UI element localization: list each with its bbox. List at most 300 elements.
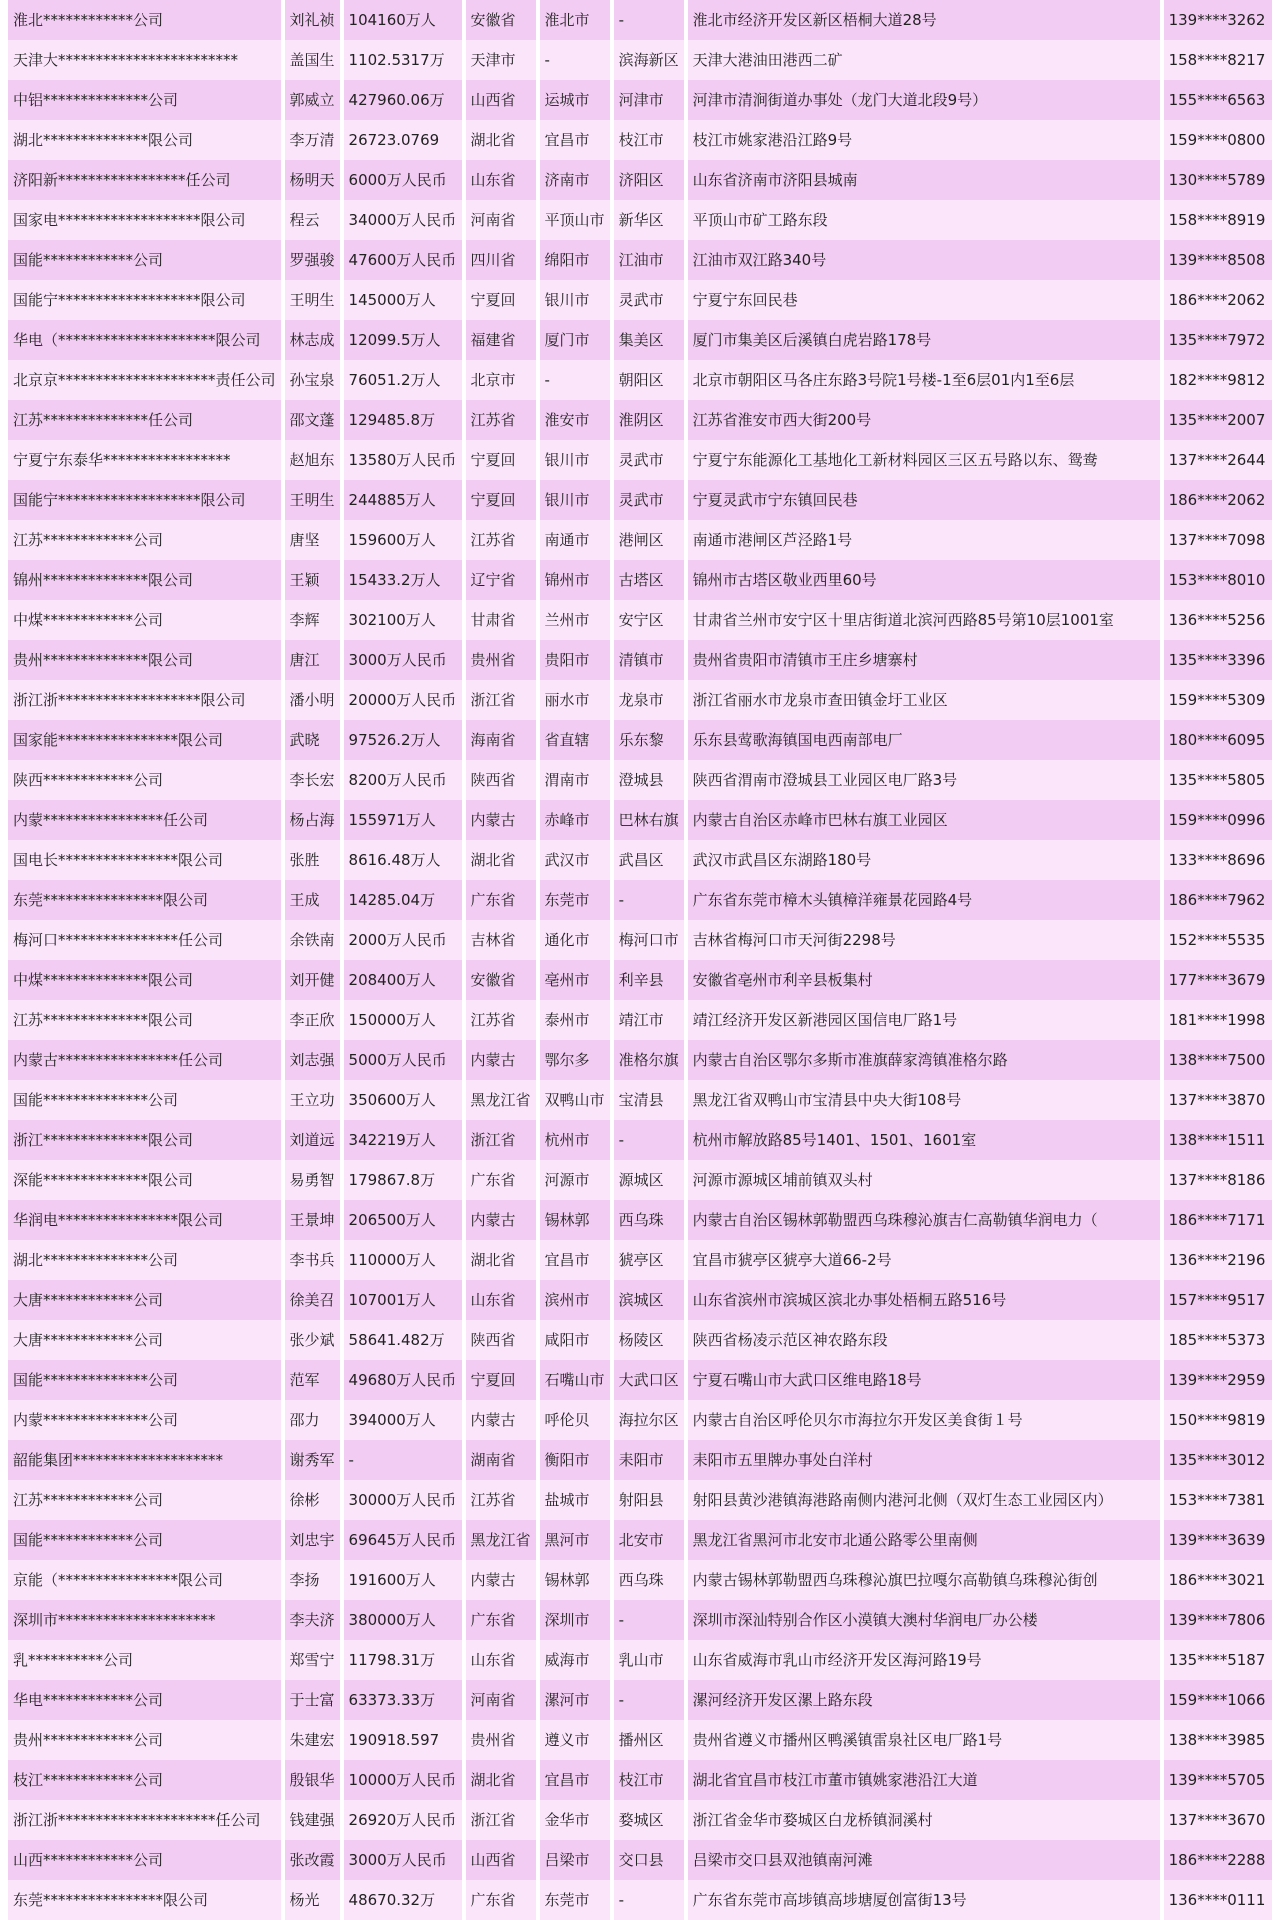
address-cell: 贵州省遵义市播州区鸭溪镇雷泉社区电厂路1号 <box>688 1720 1160 1760</box>
company-name-cell: 江苏************公司 <box>8 1480 281 1520</box>
phone-cell: 159****1066 <box>1164 1680 1272 1720</box>
table-row <box>8 1520 1272 1560</box>
district-cell: 龙泉市 <box>614 680 684 720</box>
province-cell: 浙江省 <box>466 1120 536 1160</box>
legal-rep-cell: 唐坚 <box>285 520 340 560</box>
city-cell: 赤峰市 <box>540 800 610 840</box>
province-cell: 宁夏回 <box>466 480 536 520</box>
table-row <box>8 1080 1272 1120</box>
district-cell: 大武口区 <box>614 1360 684 1400</box>
legal-rep-cell: 张胜 <box>285 840 340 880</box>
capital-cell: 48670.32万 <box>344 1880 462 1920</box>
capital-cell: 427960.06万 <box>344 80 462 120</box>
capital-cell: 104160万人 <box>344 0 462 40</box>
capital-cell: 15433.2万人 <box>344 560 462 600</box>
city-cell: 宜昌市 <box>540 1760 610 1800</box>
address-cell: 宁夏宁东能源化工基地化工新材料园区三区五号路以东、鸳鸯 <box>688 440 1160 480</box>
city-cell: 银川市 <box>540 280 610 320</box>
legal-rep-cell: 李扬 <box>285 1560 340 1600</box>
district-cell: 河津市 <box>614 80 684 120</box>
company-name-cell: 乳**********公司 <box>8 1640 281 1680</box>
province-cell: 江苏省 <box>466 400 536 440</box>
address-cell: 枝江市姚家港沿江路9号 <box>688 120 1160 160</box>
company-name-cell: 淮北************公司 <box>8 0 281 40</box>
address-cell: 宜昌市猇亭区猇亭大道66-2号 <box>688 1240 1160 1280</box>
address-cell: 广东省东莞市高埗镇高埗塘厦创富街13号 <box>688 1880 1160 1920</box>
province-cell: 贵州省 <box>466 1720 536 1760</box>
address-cell: 浙江省金华市婺城区白龙桥镇洞溪村 <box>688 1800 1160 1840</box>
district-cell: - <box>614 1120 684 1160</box>
legal-rep-cell: 赵旭东 <box>285 440 340 480</box>
city-cell: 锡林郭 <box>540 1200 610 1240</box>
capital-cell: 8616.48万人 <box>344 840 462 880</box>
legal-rep-cell: 徐美召 <box>285 1280 340 1320</box>
legal-rep-cell: 李书兵 <box>285 1240 340 1280</box>
legal-rep-cell: 刘礼祯 <box>285 0 340 40</box>
legal-rep-cell: 王颖 <box>285 560 340 600</box>
company-name-cell: 湖北**************限公司 <box>8 120 281 160</box>
province-cell: 江苏省 <box>466 1000 536 1040</box>
legal-rep-cell: 潘小明 <box>285 680 340 720</box>
district-cell: 准格尔旗 <box>614 1040 684 1080</box>
table-row <box>8 40 1272 80</box>
legal-rep-cell: 王成 <box>285 880 340 920</box>
district-cell: 古塔区 <box>614 560 684 600</box>
city-cell: 通化市 <box>540 920 610 960</box>
table-row <box>8 720 1272 760</box>
district-cell: 安宁区 <box>614 600 684 640</box>
phone-cell: 186****2062 <box>1164 280 1272 320</box>
company-table <box>4 0 1276 1920</box>
table-row <box>8 800 1272 840</box>
district-cell: 西乌珠 <box>614 1200 684 1240</box>
company-name-cell: 华电************公司 <box>8 1680 281 1720</box>
phone-cell: 185****5373 <box>1164 1320 1272 1360</box>
company-name-cell: 中煤************公司 <box>8 600 281 640</box>
table-row <box>8 280 1272 320</box>
capital-cell: 380000万人 <box>344 1600 462 1640</box>
legal-rep-cell: 易勇智 <box>285 1160 340 1200</box>
legal-rep-cell: 杨占海 <box>285 800 340 840</box>
phone-cell: 139****8508 <box>1164 240 1272 280</box>
address-cell: 平顶山市矿工路东段 <box>688 200 1160 240</box>
district-cell: 播州区 <box>614 1720 684 1760</box>
phone-cell: 157****9517 <box>1164 1280 1272 1320</box>
address-cell: 内蒙古自治区呼伦贝尔市海拉尔开发区美食街１号 <box>688 1400 1160 1440</box>
phone-cell: 138****1511 <box>1164 1120 1272 1160</box>
district-cell: 港闸区 <box>614 520 684 560</box>
phone-cell: 139****5705 <box>1164 1760 1272 1800</box>
address-cell: 江油市双江路340号 <box>688 240 1160 280</box>
capital-cell: 11798.31万 <box>344 1640 462 1680</box>
company-name-cell: 山西************公司 <box>8 1840 281 1880</box>
company-name-cell: 浙江**************限公司 <box>8 1120 281 1160</box>
phone-cell: 186****2062 <box>1164 480 1272 520</box>
table-row <box>8 1120 1272 1160</box>
address-cell: 锦州市古塔区敬业西里60号 <box>688 560 1160 600</box>
table-row <box>8 1280 1272 1320</box>
phone-cell: 139****2959 <box>1164 1360 1272 1400</box>
company-name-cell: 内蒙古****************任公司 <box>8 1040 281 1080</box>
company-name-cell: 浙江浙*********************任公司 <box>8 1800 281 1840</box>
address-cell: 内蒙古自治区锡林郭勒盟西乌珠穆沁旗吉仁高勒镇华润电力（ <box>688 1200 1160 1240</box>
address-cell: 吉林省梅河口市天河街2298号 <box>688 920 1160 960</box>
table-row <box>8 920 1272 960</box>
table-row <box>8 1200 1272 1240</box>
address-cell: 甘肃省兰州市安宁区十里店街道北滨河西路85号第10层1001室 <box>688 600 1160 640</box>
district-cell: 巴林右旗 <box>614 800 684 840</box>
capital-cell: 191600万人 <box>344 1560 462 1600</box>
city-cell: 盐城市 <box>540 1480 610 1520</box>
city-cell: 宜昌市 <box>540 1240 610 1280</box>
city-cell: 银川市 <box>540 440 610 480</box>
district-cell: 枝江市 <box>614 120 684 160</box>
address-cell: 武汉市武昌区东湖路180号 <box>688 840 1160 880</box>
address-cell: 宁夏石嘴山市大武口区维电路18号 <box>688 1360 1160 1400</box>
legal-rep-cell: 王立功 <box>285 1080 340 1120</box>
district-cell: 交口县 <box>614 1840 684 1880</box>
address-cell: 宁夏宁东回民巷 <box>688 280 1160 320</box>
legal-rep-cell: 张改霞 <box>285 1840 340 1880</box>
table-row <box>8 520 1272 560</box>
legal-rep-cell: 李正欣 <box>285 1000 340 1040</box>
address-cell: 山东省威海市乳山市经济开发区海河路19号 <box>688 1640 1160 1680</box>
legal-rep-cell: 盖国生 <box>285 40 340 80</box>
table-row <box>8 80 1272 120</box>
city-cell: 漯河市 <box>540 1680 610 1720</box>
district-cell: 靖江市 <box>614 1000 684 1040</box>
address-cell: 杭州市解放路85号1401、1501、1601室 <box>688 1120 1160 1160</box>
city-cell: 东莞市 <box>540 1880 610 1920</box>
legal-rep-cell: 张少斌 <box>285 1320 340 1360</box>
table-row <box>8 1040 1272 1080</box>
city-cell: 滨州市 <box>540 1280 610 1320</box>
city-cell: 武汉市 <box>540 840 610 880</box>
table-row <box>8 1560 1272 1600</box>
phone-cell: 137****3870 <box>1164 1080 1272 1120</box>
district-cell: 射阳县 <box>614 1480 684 1520</box>
phone-cell: 155****6563 <box>1164 80 1272 120</box>
capital-cell: 6000万人民币 <box>344 160 462 200</box>
phone-cell: 159****0996 <box>1164 800 1272 840</box>
table-row <box>8 640 1272 680</box>
phone-cell: 136****5256 <box>1164 600 1272 640</box>
table-row <box>8 760 1272 800</box>
address-cell: 湖北省宜昌市枝江市董市镇姚家港沿江大道 <box>688 1760 1160 1800</box>
district-cell: 新华区 <box>614 200 684 240</box>
company-name-cell: 梅河口****************任公司 <box>8 920 281 960</box>
phone-cell: 152****5535 <box>1164 920 1272 960</box>
phone-cell: 135****5187 <box>1164 1640 1272 1680</box>
province-cell: 四川省 <box>466 240 536 280</box>
address-cell: 天津大港油田港西二矿 <box>688 40 1160 80</box>
table-row <box>8 1880 1272 1920</box>
province-cell: 浙江省 <box>466 1800 536 1840</box>
company-name-cell: 东莞****************限公司 <box>8 880 281 920</box>
province-cell: 贵州省 <box>466 640 536 680</box>
district-cell: 耒阳市 <box>614 1440 684 1480</box>
company-name-cell: 国家电*******************限公司 <box>8 200 281 240</box>
legal-rep-cell: 朱建宏 <box>285 1720 340 1760</box>
table-row <box>8 1840 1272 1880</box>
city-cell: 南通市 <box>540 520 610 560</box>
province-cell: 内蒙古 <box>466 1560 536 1600</box>
capital-cell: 394000万人 <box>344 1400 462 1440</box>
table-row <box>8 120 1272 160</box>
address-cell: 深圳市深汕特别合作区小漠镇大澳村华润电厂办公楼 <box>688 1600 1160 1640</box>
province-cell: 山东省 <box>466 1280 536 1320</box>
city-cell: 贵阳市 <box>540 640 610 680</box>
province-cell: 广东省 <box>466 1160 536 1200</box>
legal-rep-cell: 谢秀军 <box>285 1440 340 1480</box>
address-cell: 射阳县黄沙港镇海港路南侧内港河北侧（双灯生态工业园区内） <box>688 1480 1160 1520</box>
address-cell: 黑龙江省黑河市北安市北通公路零公里南侧 <box>688 1520 1160 1560</box>
phone-cell: 186****7962 <box>1164 880 1272 920</box>
table-row <box>8 1160 1272 1200</box>
capital-cell: 26723.0769 <box>344 120 462 160</box>
table-row <box>8 560 1272 600</box>
address-cell: 河源市源城区埔前镇双头村 <box>688 1160 1160 1200</box>
table-row <box>8 1480 1272 1520</box>
capital-cell: 206500万人 <box>344 1200 462 1240</box>
table-row <box>8 960 1272 1000</box>
capital-cell: 129485.8万 <box>344 400 462 440</box>
district-cell: 西乌珠 <box>614 1560 684 1600</box>
city-cell: 泰州市 <box>540 1000 610 1040</box>
company-name-cell: 华润电****************限公司 <box>8 1200 281 1240</box>
province-cell: 湖北省 <box>466 1240 536 1280</box>
address-cell: 耒阳市五里牌办事处白洋村 <box>688 1440 1160 1480</box>
city-cell: 济南市 <box>540 160 610 200</box>
district-cell: 滨城区 <box>614 1280 684 1320</box>
district-cell: 灵武市 <box>614 280 684 320</box>
company-name-cell: 江苏**************限公司 <box>8 1000 281 1040</box>
district-cell: 宝清县 <box>614 1080 684 1120</box>
province-cell: 宁夏回 <box>466 1360 536 1400</box>
province-cell: 黑龙江省 <box>466 1080 536 1120</box>
capital-cell: 1102.5317万 <box>344 40 462 80</box>
province-cell: 内蒙古 <box>466 1200 536 1240</box>
province-cell: 山西省 <box>466 1840 536 1880</box>
company-name-cell: 深能**************限公司 <box>8 1160 281 1200</box>
capital-cell: 34000万人民币 <box>344 200 462 240</box>
legal-rep-cell: 徐彬 <box>285 1480 340 1520</box>
legal-rep-cell: 武晓 <box>285 720 340 760</box>
phone-cell: 181****1998 <box>1164 1000 1272 1040</box>
table-row <box>8 1600 1272 1640</box>
capital-cell: 155971万人 <box>344 800 462 840</box>
phone-cell: 182****9812 <box>1164 360 1272 400</box>
table-row <box>8 1720 1272 1760</box>
phone-cell: 136****0111 <box>1164 1880 1272 1920</box>
phone-cell: 135****3396 <box>1164 640 1272 680</box>
capital-cell: 47600万人民币 <box>344 240 462 280</box>
table-row <box>8 440 1272 480</box>
province-cell: 湖北省 <box>466 840 536 880</box>
district-cell: 淮阴区 <box>614 400 684 440</box>
phone-cell: 137****3670 <box>1164 1800 1272 1840</box>
capital-cell: 350600万人 <box>344 1080 462 1120</box>
province-cell: 江苏省 <box>466 520 536 560</box>
company-name-cell: 天津大************************ <box>8 40 281 80</box>
phone-cell: 159****5309 <box>1164 680 1272 720</box>
table-row <box>8 240 1272 280</box>
city-cell: 锦州市 <box>540 560 610 600</box>
city-cell: 运城市 <box>540 80 610 120</box>
district-cell: 滨海新区 <box>614 40 684 80</box>
address-cell: 浙江省丽水市龙泉市查田镇金圩工业区 <box>688 680 1160 720</box>
table-row <box>8 1440 1272 1480</box>
phone-cell: 186****3021 <box>1164 1560 1272 1600</box>
phone-cell: 158****8217 <box>1164 40 1272 80</box>
address-cell: 安徽省亳州市利辛县板集村 <box>688 960 1160 1000</box>
company-name-cell: 济阳新*****************任公司 <box>8 160 281 200</box>
table-row <box>8 1360 1272 1400</box>
district-cell: 武昌区 <box>614 840 684 880</box>
company-name-cell: 贵州**************限公司 <box>8 640 281 680</box>
phone-cell: 177****3679 <box>1164 960 1272 1000</box>
legal-rep-cell: 钱建强 <box>285 1800 340 1840</box>
phone-cell: 158****8919 <box>1164 200 1272 240</box>
province-cell: 内蒙古 <box>466 800 536 840</box>
table-row <box>8 480 1272 520</box>
province-cell: 福建省 <box>466 320 536 360</box>
phone-cell: 186****2288 <box>1164 1840 1272 1880</box>
city-cell: 东莞市 <box>540 880 610 920</box>
district-cell: - <box>614 1880 684 1920</box>
district-cell: 利辛县 <box>614 960 684 1000</box>
city-cell: 平顶山市 <box>540 200 610 240</box>
city-cell: 杭州市 <box>540 1120 610 1160</box>
table-row <box>8 680 1272 720</box>
legal-rep-cell: 刘道远 <box>285 1120 340 1160</box>
table-row <box>8 1680 1272 1720</box>
capital-cell: - <box>344 1440 462 1480</box>
province-cell: 湖南省 <box>466 1440 536 1480</box>
province-cell: 内蒙古 <box>466 1040 536 1080</box>
table-body <box>8 0 1272 1920</box>
legal-rep-cell: 邵力 <box>285 1400 340 1440</box>
address-cell: 南通市港闸区芦泾路1号 <box>688 520 1160 560</box>
company-name-cell: 中煤**************限公司 <box>8 960 281 1000</box>
table-row <box>8 400 1272 440</box>
address-cell: 乐东县莺歌海镇国电西南部电厂 <box>688 720 1160 760</box>
province-cell: 辽宁省 <box>466 560 536 600</box>
province-cell: 湖北省 <box>466 1760 536 1800</box>
address-cell: 宁夏灵武市宁东镇回民巷 <box>688 480 1160 520</box>
province-cell: 陕西省 <box>466 760 536 800</box>
legal-rep-cell: 李万清 <box>285 120 340 160</box>
legal-rep-cell: 孙宝泉 <box>285 360 340 400</box>
company-name-cell: 大唐************公司 <box>8 1280 281 1320</box>
district-cell: - <box>614 880 684 920</box>
legal-rep-cell: 郭威立 <box>285 80 340 120</box>
capital-cell: 97526.2万人 <box>344 720 462 760</box>
city-cell: 鄂尔多 <box>540 1040 610 1080</box>
capital-cell: 302100万人 <box>344 600 462 640</box>
district-cell: - <box>614 1680 684 1720</box>
city-cell: 石嘴山市 <box>540 1360 610 1400</box>
address-cell: 贵州省贵阳市清镇市王庄乡塘寨村 <box>688 640 1160 680</box>
city-cell: 呼伦贝 <box>540 1400 610 1440</box>
table-row <box>8 160 1272 200</box>
phone-cell: 153****8010 <box>1164 560 1272 600</box>
table-row <box>8 1800 1272 1840</box>
city-cell: 河源市 <box>540 1160 610 1200</box>
company-name-cell: 韶能集团******************** <box>8 1440 281 1480</box>
legal-rep-cell: 刘开健 <box>285 960 340 1000</box>
table-row <box>8 200 1272 240</box>
address-cell: 北京市朝阳区马各庄东路3号院1号楼-1至6层01内1至6层 <box>688 360 1160 400</box>
province-cell: 山东省 <box>466 160 536 200</box>
table-row <box>8 880 1272 920</box>
capital-cell: 20000万人民币 <box>344 680 462 720</box>
city-cell: 双鸭山市 <box>540 1080 610 1120</box>
phone-cell: 137****8186 <box>1164 1160 1272 1200</box>
company-name-cell: 江苏************公司 <box>8 520 281 560</box>
phone-cell: 138****7500 <box>1164 1040 1272 1080</box>
city-cell: 淮安市 <box>540 400 610 440</box>
district-cell: - <box>614 0 684 40</box>
capital-cell: 159600万人 <box>344 520 462 560</box>
province-cell: 江苏省 <box>466 1480 536 1520</box>
phone-cell: 135****3012 <box>1164 1440 1272 1480</box>
legal-rep-cell: 于士富 <box>285 1680 340 1720</box>
province-cell: 陕西省 <box>466 1320 536 1360</box>
company-name-cell: 枝江************公司 <box>8 1760 281 1800</box>
district-cell: 澄城县 <box>614 760 684 800</box>
province-cell: 山东省 <box>466 1640 536 1680</box>
company-name-cell: 华电（*********************限公司 <box>8 320 281 360</box>
city-cell: - <box>540 40 610 80</box>
company-name-cell: 深圳市********************* <box>8 1600 281 1640</box>
province-cell: 湖北省 <box>466 120 536 160</box>
district-cell: 源城区 <box>614 1160 684 1200</box>
province-cell: 宁夏回 <box>466 280 536 320</box>
company-name-cell: 国能**************公司 <box>8 1360 281 1400</box>
capital-cell: 145000万人 <box>344 280 462 320</box>
district-cell: - <box>614 1600 684 1640</box>
company-name-cell: 国能************公司 <box>8 1520 281 1560</box>
capital-cell: 3000万人民币 <box>344 640 462 680</box>
company-name-cell: 大唐************公司 <box>8 1320 281 1360</box>
capital-cell: 150000万人 <box>344 1000 462 1040</box>
province-cell: 河南省 <box>466 1680 536 1720</box>
province-cell: 内蒙古 <box>466 1400 536 1440</box>
address-cell: 山东省滨州市滨城区滨北办事处梧桐五路516号 <box>688 1280 1160 1320</box>
company-name-cell: 国能宁*******************限公司 <box>8 280 281 320</box>
legal-rep-cell: 邵文蓬 <box>285 400 340 440</box>
address-cell: 陕西省渭南市澄城县工业园区电厂路3号 <box>688 760 1160 800</box>
address-cell: 广东省东莞市樟木头镇樟洋雍景花园路4号 <box>688 880 1160 920</box>
company-name-cell: 国电长****************限公司 <box>8 840 281 880</box>
city-cell: 厦门市 <box>540 320 610 360</box>
province-cell: 天津市 <box>466 40 536 80</box>
address-cell: 吕梁市交口县双池镇南河滩 <box>688 1840 1160 1880</box>
company-name-cell: 国能************公司 <box>8 240 281 280</box>
province-cell: 安徽省 <box>466 0 536 40</box>
city-cell: 金华市 <box>540 1800 610 1840</box>
legal-rep-cell: 刘志强 <box>285 1040 340 1080</box>
address-cell: 江苏省淮安市西大街200号 <box>688 400 1160 440</box>
city-cell: 宜昌市 <box>540 120 610 160</box>
capital-cell: 13580万人民币 <box>344 440 462 480</box>
table-row <box>8 360 1272 400</box>
company-name-cell: 陕西************公司 <box>8 760 281 800</box>
company-name-cell: 江苏**************任公司 <box>8 400 281 440</box>
province-cell: 安徽省 <box>466 960 536 1000</box>
legal-rep-cell: 王明生 <box>285 280 340 320</box>
